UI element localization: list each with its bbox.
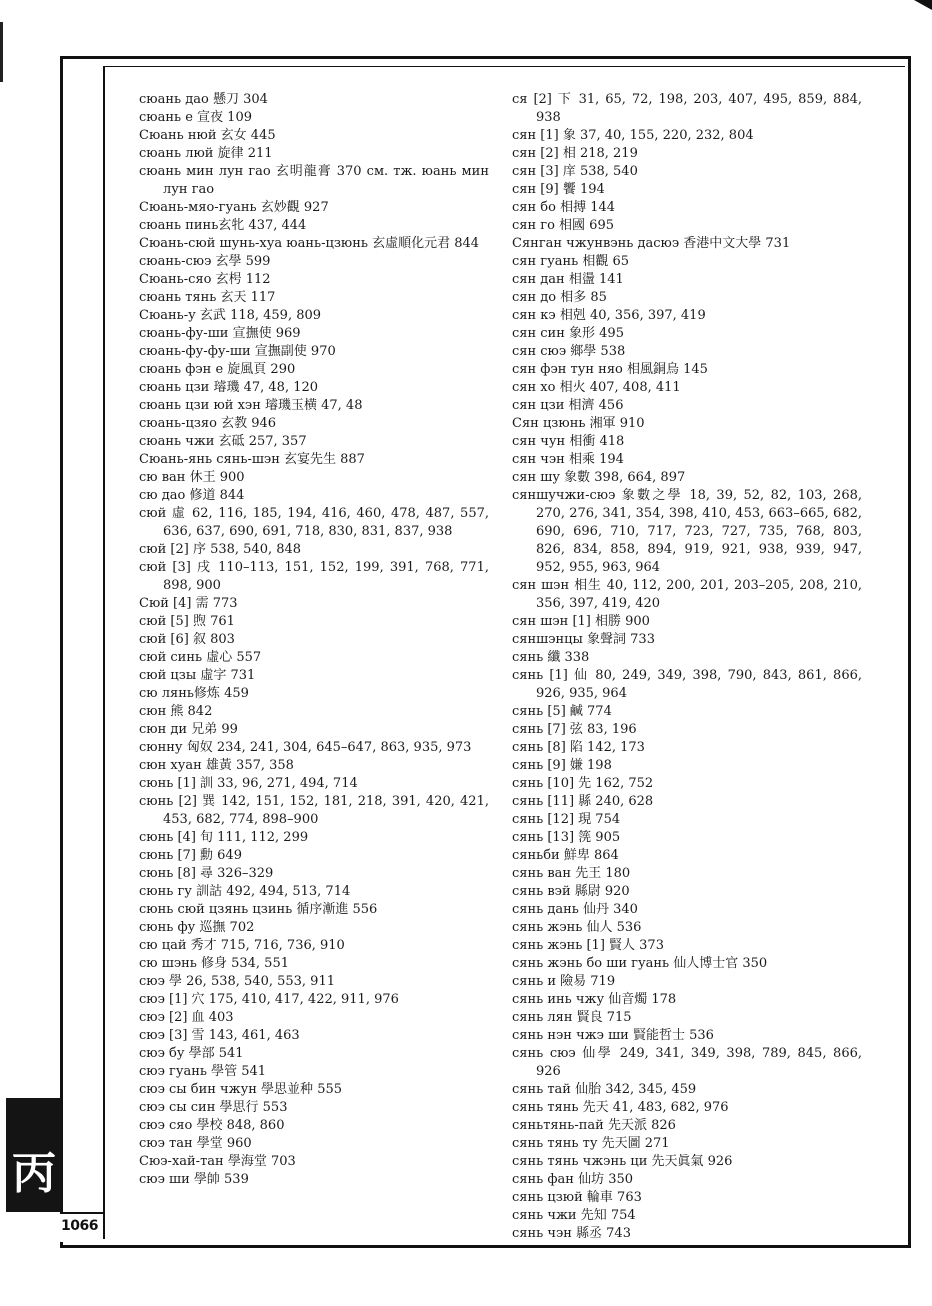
index-entry: сян [3] 庠 538, 540 bbox=[512, 164, 638, 179]
index-entry: сян цзи 相濟 456 bbox=[512, 398, 624, 413]
index-entry: сюй цзы 虛字 731 bbox=[139, 668, 256, 683]
index-entry: сюань пинь玄牝 437, 444 bbox=[139, 218, 307, 233]
index-entry: сянь тянь 先天 41, 483, 682, 976 bbox=[512, 1100, 729, 1115]
index-entry: сян [9] 饗 194 bbox=[512, 182, 605, 197]
index-entry: сян шу 象數 398, 664, 897 bbox=[512, 470, 686, 485]
index-entry: сюй 虛 62, 116, 185, 194, 416, 460, 478, 487, 557, 636, 637, 690, 691, 718, 830, 831, 837, 938 bbox=[139, 506, 489, 539]
index-entry: сянь чжи 先知 754 bbox=[512, 1208, 636, 1223]
index-entry: сян го 相國 695 bbox=[512, 218, 614, 233]
index-entry: сюнь [7] 勳 649 bbox=[139, 848, 242, 863]
index-entry: сян кэ 相剋 40, 356, 397, 419 bbox=[512, 308, 706, 323]
index-entry: сюн ди 兄弟 99 bbox=[139, 722, 238, 737]
index-entry: Сянган чжунвэнь дасюэ 香港中文大學 731 bbox=[512, 236, 791, 251]
index-entry: сюэ 學 26, 538, 540, 553, 911 bbox=[139, 974, 335, 989]
index-entry: сянь ван 先王 180 bbox=[512, 866, 631, 881]
index-entry: сюань-сюэ 玄學 599 bbox=[139, 254, 271, 269]
index-entry: сюэ [1] 穴 175, 410, 417, 422, 911, 976 bbox=[139, 992, 399, 1007]
index-entry: сюань-цзяо 玄教 946 bbox=[139, 416, 277, 431]
index-entry: сюань цзи юй хэн 璿璣玉横 47, 48 bbox=[139, 398, 363, 413]
index-entry: сюань дао 懸刀 304 bbox=[139, 92, 268, 107]
index-entry: Сюань-мяо-гуань 玄妙觀 927 bbox=[139, 200, 329, 215]
index-entry: Сюэ-хай-тан 學海堂 703 bbox=[139, 1154, 296, 1169]
index-entry: сянь жэнь [1] 賢人 373 bbox=[512, 938, 664, 953]
index-entry: сюань е 宣夜 109 bbox=[139, 110, 252, 125]
index-entry: сянь и 險易 719 bbox=[512, 974, 616, 989]
index-entry: сю лянь修炼 459 bbox=[139, 686, 249, 701]
index-entry: сюэ сы бин чжун 學思並种 555 bbox=[139, 1082, 343, 1097]
index-entry: сянь [5] 鹹 774 bbox=[512, 704, 612, 719]
index-entry: сян син 象形 495 bbox=[512, 326, 624, 341]
index-entry: сянь [9] 嫌 198 bbox=[512, 758, 612, 773]
index-entry: сянь нэн чжэ ши 賢能哲士 536 bbox=[512, 1028, 714, 1043]
index-entry: сянь тянь ту 先天圖 271 bbox=[512, 1136, 670, 1151]
index-entry: Сюань-у 玄武 118, 459, 809 bbox=[139, 308, 322, 323]
index-entry: сян чэн 相乘 194 bbox=[512, 452, 624, 467]
index-entry: сянь фан 仙坊 350 bbox=[512, 1172, 634, 1187]
index-entry: сян бо 相搏 144 bbox=[512, 200, 616, 215]
index-entry: сяншучжи-сюэ 象數之學 18, 39, 52, 82, 103, 268, 270, 276, 341, 354, 398, 410, 453, 663–665, 682, 690, 696, 710, 717, 723, 727, 735, 768, 803, 826, 834, 858, 894, 919, 921, 938, 939, 947, 952, 955, 963, 964 bbox=[512, 488, 862, 575]
index-entry: сюн хуан 雄黃 357, 358 bbox=[139, 758, 294, 773]
index-entry: Сюань-сяо 玄枵 112 bbox=[139, 272, 271, 287]
index-entry: сюнь [2] 巽 142, 151, 152, 181, 218, 391, 420, 421, 453, 682, 774, 898–900 bbox=[139, 794, 489, 827]
index-entry: сю цай 秀才 715, 716, 736, 910 bbox=[139, 938, 345, 953]
index-entry: сюэ тан 學堂 960 bbox=[139, 1136, 252, 1151]
index-entry: сянь инь чжу 仙音燭 178 bbox=[512, 992, 677, 1007]
index-entry: сюэ бу 學部 541 bbox=[139, 1046, 244, 1061]
index-entry: сянь 纖 338 bbox=[512, 650, 590, 665]
index-entry: Сюй [4] 需 773 bbox=[139, 596, 238, 611]
index-entry: сян гуань 相觀 65 bbox=[512, 254, 630, 269]
index-entry: сян чун 相衝 418 bbox=[512, 434, 625, 449]
index-entry: сян сюэ 鄉學 538 bbox=[512, 344, 626, 359]
index-entry: сяншэнцы 象聲詞 733 bbox=[512, 632, 655, 647]
index-entry: сюй [5] 煦 761 bbox=[139, 614, 235, 629]
index-entry: сяньтянь-пай 先天派 826 bbox=[512, 1118, 676, 1133]
page-number: 1066 bbox=[61, 1218, 98, 1234]
section-thumb-character: 丙 bbox=[12, 1148, 56, 1199]
index-entry: сянь тай 仙胎 342, 345, 459 bbox=[512, 1082, 697, 1097]
index-entry: сянь [11] 縣 240, 628 bbox=[512, 794, 654, 809]
index-entry: сюэ [3] 雪 143, 461, 463 bbox=[139, 1028, 300, 1043]
index-entry: Сюань-сюй шунь-хуа юань-цзюнь 玄虛順化元君 844 bbox=[139, 236, 480, 251]
index-entry: сюань чжи 玄砥 257, 357 bbox=[139, 434, 307, 449]
index-entry: сюань фэн е 旋風頁 290 bbox=[139, 362, 296, 377]
index-entry: сян шэн 相生 40, 112, 200, 201, 203–205, 208, 210, 356, 397, 419, 420 bbox=[512, 578, 862, 611]
index-entry: Сян цзюнь 湘軍 910 bbox=[512, 416, 645, 431]
binding-edge-mark bbox=[0, 22, 3, 82]
index-entry: сюй синь 虛心 557 bbox=[139, 650, 262, 665]
index-entry: сюнь [4] 旬 111, 112, 299 bbox=[139, 830, 309, 845]
index-entry: Сюань-янь сянь-шэн 玄宴先生 887 bbox=[139, 452, 365, 467]
index-entry: ся [2] 下 31, 65, 72, 198, 203, 407, 495, 859, 884, 938 bbox=[512, 92, 862, 125]
index-entry: сю дао 修道 844 bbox=[139, 488, 245, 503]
index-entry: сян [1] 象 37, 40, 155, 220, 232, 804 bbox=[512, 128, 754, 143]
index-entry: сянь чэн 縣丞 743 bbox=[512, 1226, 631, 1241]
index-column-right bbox=[512, 91, 862, 1243]
index-entry: сянь дань 仙丹 340 bbox=[512, 902, 638, 917]
index-entry: сюй [2] 序 538, 540, 848 bbox=[139, 542, 302, 557]
index-column-left bbox=[139, 91, 489, 1189]
index-entry: сян дан 相盪 141 bbox=[512, 272, 624, 287]
index-entry: сюй [6] 叙 803 bbox=[139, 632, 235, 647]
index-entry: сюань мин лун гао 玄明龍膏 370 см. тж. юань мин лун гао bbox=[139, 164, 489, 197]
index-entry: сю ван 休王 900 bbox=[139, 470, 245, 485]
index-entry: сянь лян 賢良 715 bbox=[512, 1010, 632, 1025]
index-entry: сюэ сы син 學思行 553 bbox=[139, 1100, 288, 1115]
index-entry: сюань-фу-фу-ши 宣撫副使 970 bbox=[139, 344, 336, 359]
index-entry: сюэ сяо 學校 848, 860 bbox=[139, 1118, 285, 1133]
index-entry: сюань люй 旋律 211 bbox=[139, 146, 273, 161]
index-entry: сяньби 鮮卑 864 bbox=[512, 848, 619, 863]
index-entry: сянь вэй 縣尉 920 bbox=[512, 884, 630, 899]
index-entry: Сюань нюй 玄女 445 bbox=[139, 128, 276, 143]
index-entry: сянь тянь чжэнь ци 先天眞氣 926 bbox=[512, 1154, 733, 1169]
index-entry: сюнь [8] 尋 326–329 bbox=[139, 866, 274, 881]
corner-scan-mark bbox=[914, 0, 932, 10]
index-entry: сянь [8] 陷 142, 173 bbox=[512, 740, 645, 755]
index-entry: сюн 熊 842 bbox=[139, 704, 213, 719]
index-entry: сян шэн [1] 相勝 900 bbox=[512, 614, 650, 629]
index-entry: сюнь [1] 訓 33, 96, 271, 494, 714 bbox=[139, 776, 358, 791]
index-entry: сюнь гу 訓詁 492, 494, 513, 714 bbox=[139, 884, 351, 899]
index-entry: сюэ [2] 血 403 bbox=[139, 1010, 234, 1025]
index-entry: сюэ ши 學帥 539 bbox=[139, 1172, 249, 1187]
index-entry: сюнну 匈奴 234, 241, 304, 645–647, 863, 935, 973 bbox=[139, 740, 472, 755]
index-entry: сянь жэнь бо ши гуань 仙人博士官 350 bbox=[512, 956, 768, 971]
index-entry: сянь [13] 箲 905 bbox=[512, 830, 621, 845]
index-entry: сянь [1] 仙 80, 249, 349, 398, 790, 843, 861, 866, 926, 935, 964 bbox=[512, 668, 862, 701]
index-entry: сюань цзи 璿璣 47, 48, 120 bbox=[139, 380, 319, 395]
index-entry: сянь жэнь 仙人 536 bbox=[512, 920, 642, 935]
index-entry: сюнь фу 巡撫 702 bbox=[139, 920, 255, 935]
index-entry: сян хо 相火 407, 408, 411 bbox=[512, 380, 681, 395]
index-entry: сюань тянь 玄天 117 bbox=[139, 290, 276, 305]
index-entry: сян фэн тун няо 相風銅烏 145 bbox=[512, 362, 708, 377]
index-entry: сянь [7] 弦 83, 196 bbox=[512, 722, 637, 737]
index-entry: сюнь сюй цзянь цзинь 循序漸進 556 bbox=[139, 902, 378, 917]
index-entry: сюй [3] 戌 110–113, 151, 152, 199, 391, 768, 771, 898, 900 bbox=[139, 560, 489, 593]
index-entry: сянь цзюй 輪車 763 bbox=[512, 1190, 642, 1205]
index-entry: сянь сюэ 仙學 249, 341, 349, 398, 789, 845, 866, 926 bbox=[512, 1046, 862, 1079]
index-entry: сян до 相多 85 bbox=[512, 290, 607, 305]
index-entry: сюэ гуань 學管 541 bbox=[139, 1064, 267, 1079]
index-entry: сюань-фу-ши 宣撫使 969 bbox=[139, 326, 301, 341]
index-entry: сянь [10] 先 162, 752 bbox=[512, 776, 654, 791]
index-entry: сян [2] 相 218, 219 bbox=[512, 146, 638, 161]
index-entry: сю шэнь 修身 534, 551 bbox=[139, 956, 289, 971]
index-entry: сянь [12] 現 754 bbox=[512, 812, 621, 827]
